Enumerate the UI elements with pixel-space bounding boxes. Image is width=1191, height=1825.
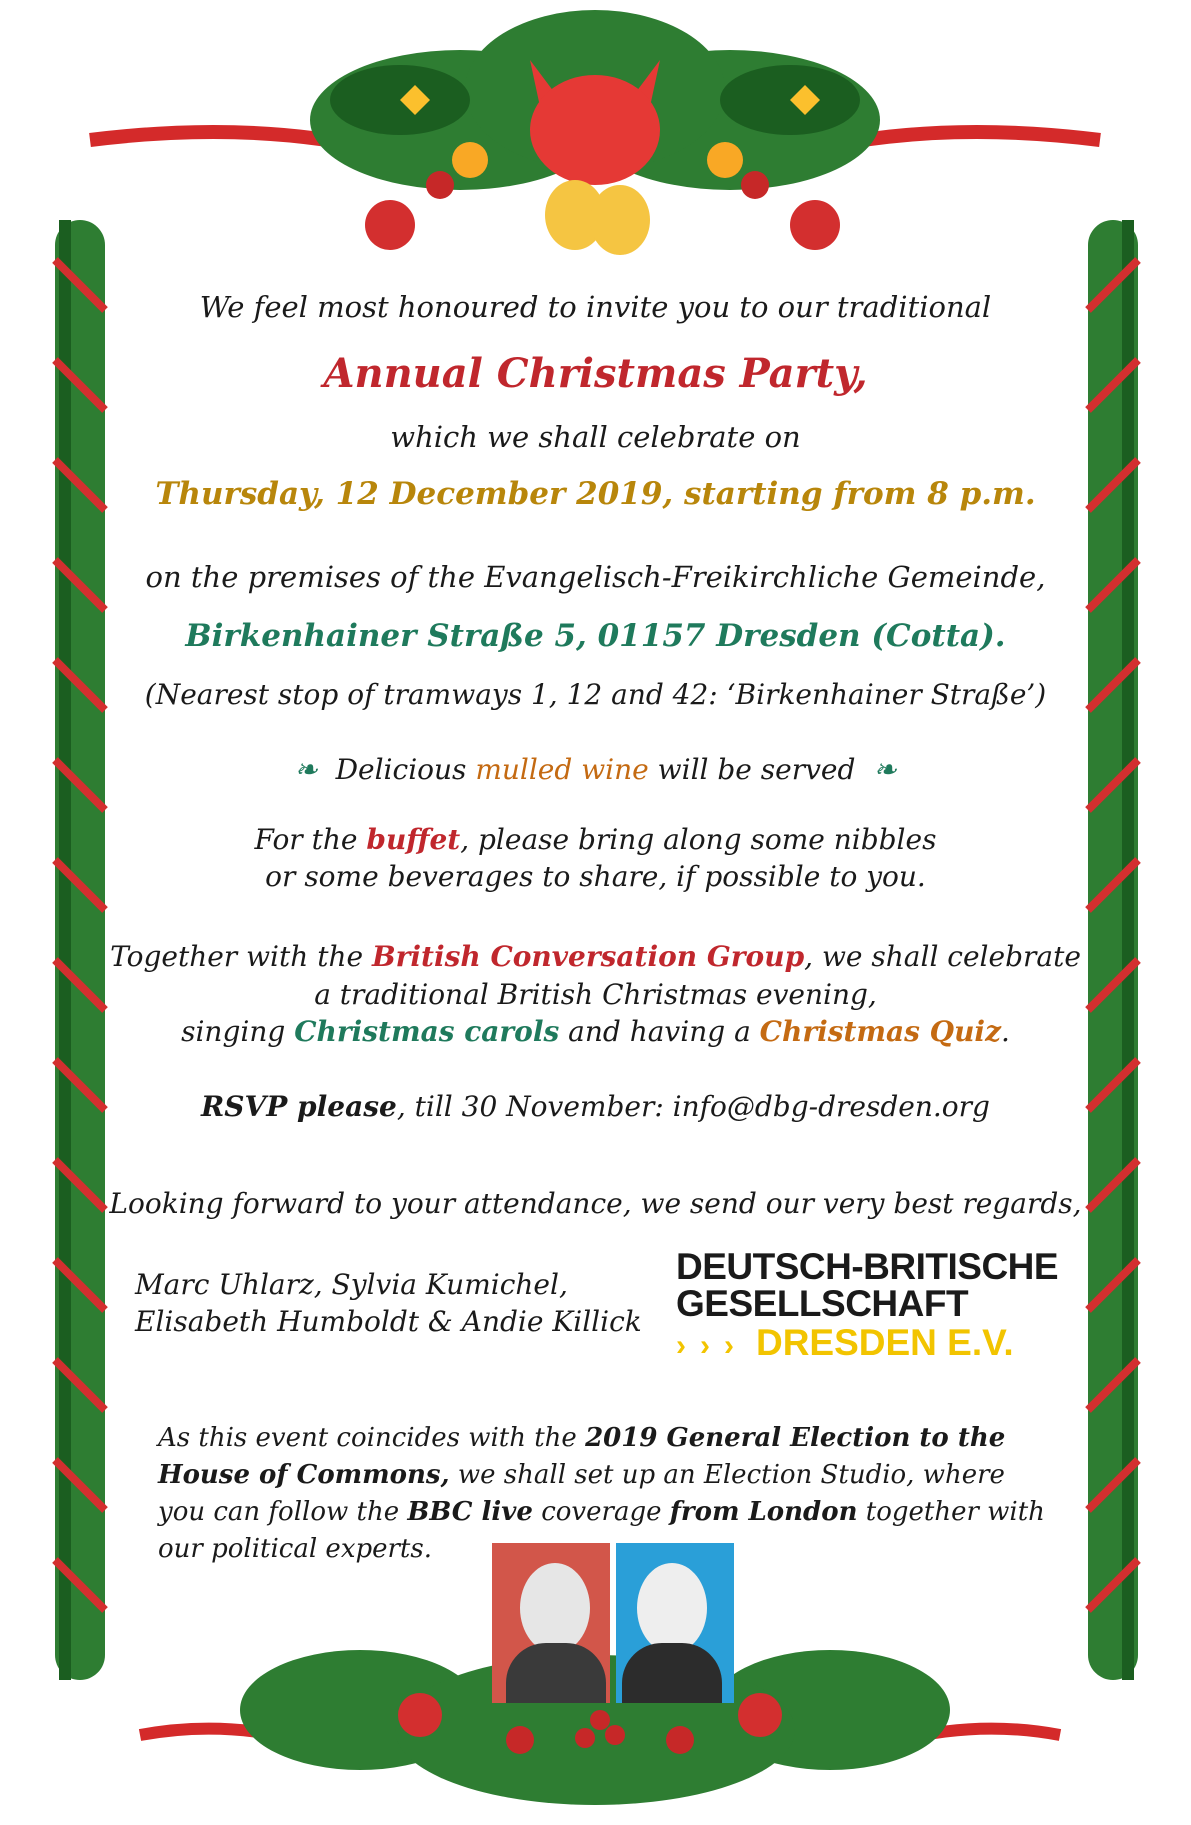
note-p4: together with our political experts. [158, 1497, 1045, 1564]
carols-pre: singing [181, 1015, 286, 1048]
buffet-line-1 [0, 823, 1191, 856]
rsvp-bold: RSVP please [201, 1090, 397, 1123]
together-line-2: a traditional British Christmas evening, [314, 978, 877, 1011]
top-garland-illustration [0, 0, 1191, 290]
note-p2: we shall set up an Election Studio, where you can follow the [158, 1460, 1005, 1527]
wine-highlight: mulled wine [475, 753, 649, 786]
note-p1: As this event coincides with the [158, 1423, 577, 1453]
celebrate-line: which we shall celebrate on [390, 420, 801, 454]
logo-chevrons-icon: ››› [676, 1329, 748, 1362]
quiz-highlight: Christmas Quiz [759, 1015, 1001, 1048]
logo-city: DRESDEN E.V. [755, 1322, 1014, 1363]
logo-line-1: DEUTSCH-BRITISCHE [676, 1246, 1059, 1287]
buffet-pre: For the [254, 823, 358, 856]
left-ornament-icon: ❧ [294, 753, 318, 786]
together-pre: Together with the [110, 940, 364, 973]
dbg-logo [676, 1248, 1058, 1361]
note-p3: coverage [541, 1497, 662, 1527]
tram-info: (Nearest stop of tramways 1, 12 and 42: ‘Birkenhainer Straße’) [144, 678, 1047, 711]
event-date: Thursday, 12 December 2019, starting from 8 p.m. [155, 476, 1036, 512]
signatories-line-1: Marc Uhlarz, Sylvia Kumichel, [135, 1268, 568, 1301]
rsvp-line [0, 1090, 1191, 1123]
note-b3: from London [669, 1497, 858, 1527]
wine-post: will be served [657, 753, 856, 786]
logo-line-3 [676, 1324, 1058, 1361]
logo-line-2: GESELLSCHAFT [676, 1283, 969, 1324]
carols-line [0, 1015, 1191, 1048]
carols-mid: and having a [568, 1015, 751, 1048]
carols-end: . [1000, 1015, 1010, 1048]
intro-line: We feel most honoured to invite you to our traditional [199, 290, 992, 324]
event-address: Birkenhainer Straße 5, 01157 Dresden (Cotta). [185, 618, 1006, 654]
wine-line [0, 753, 1191, 786]
right-ornament-icon: ❧ [873, 753, 897, 786]
premises-line: on the premises of the Evangelisch-Freikirchliche Gemeinde, [145, 560, 1046, 594]
wine-pre: Delicious [335, 753, 467, 786]
together-post: , we shall celebrate [804, 940, 1081, 973]
together-line-1 [0, 940, 1191, 973]
event-title: Annual Christmas Party, [323, 350, 868, 397]
buffet-post: , please bring along some nibbles [460, 823, 937, 856]
note-b1: 2019 General Election to the House of Commons, [158, 1423, 1006, 1490]
note-b2: BBC live [407, 1497, 533, 1527]
rsvp-rest[interactable]: , till 30 November: info@dbg-dresden.org [396, 1090, 990, 1123]
buffet-highlight: buffet [366, 823, 461, 856]
election-note [158, 1420, 1058, 1568]
signatories-line-2: Elisabeth Humboldt & Andie Killick [135, 1305, 642, 1338]
buffet-line-2: or some beverages to share, if possible to you. [265, 860, 926, 893]
carols-highlight: Christmas carols [294, 1015, 560, 1048]
group-highlight: British Conversation Group [371, 940, 805, 973]
regards-line: Looking forward to your attendance, we send our very best regards, [109, 1187, 1082, 1220]
